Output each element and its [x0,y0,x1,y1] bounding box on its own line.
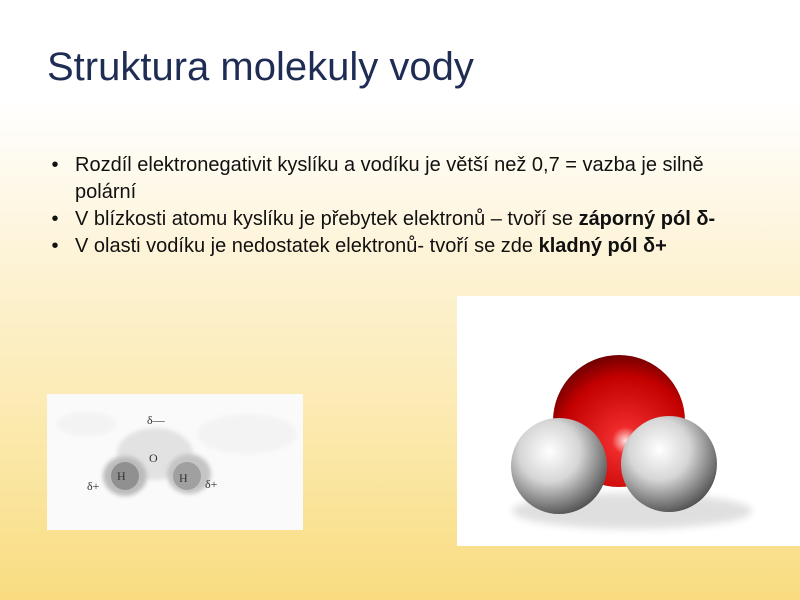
slide-title: Struktura molekuly vody [47,45,474,89]
sketch-label-hydrogen-right: H [179,471,188,485]
bullet-list [45,152,760,260]
bullet-item [45,233,760,260]
bullet-item [45,206,760,233]
bullet-item [45,152,760,206]
bullet-dot: • [51,208,59,230]
sketch-label-hydrogen-left: H [117,469,126,483]
bullet-dot: • [51,154,59,176]
bullet-bold-text: kladný pól δ+ [538,235,667,257]
bullet-bold-text: záporný pól δ- [578,208,716,230]
bullet-text: V blízkosti atomu kyslíku je přebytek elektronů – tvoří se [75,208,579,230]
water-molecule-3d-model-image [457,296,800,546]
bullet-text: V olasti vodíku je nedostatek elektronů- tvoří se zde [75,235,539,257]
water-polarity-sketch-image [47,394,303,530]
hydrogen-atom-right [621,416,717,512]
sketch-label-delta-plus-right: δ+ [205,477,218,491]
sketch-label-delta-minus: δ— [147,413,165,427]
sketch-label-oxygen: O [149,451,158,465]
bullet-text: Rozdíl elektronegativit kyslíku a vodíku je větší než 0,7 = vazba je silně polární [75,154,704,203]
bullet-dot: • [51,235,59,257]
sketch-label-delta-plus-left: δ+ [87,479,100,493]
hydrogen-atom-left [511,418,607,514]
